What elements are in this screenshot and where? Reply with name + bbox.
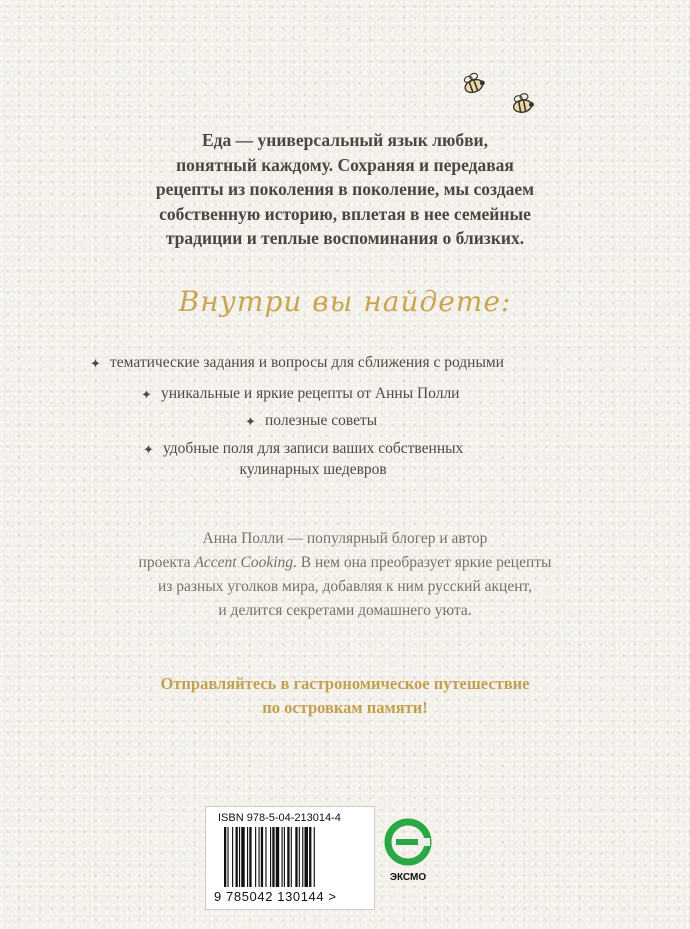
barcode-bar: [295, 827, 297, 887]
barcode-bar: [249, 827, 251, 887]
feature-item: [90, 352, 504, 373]
project-name: Accent Cooking: [194, 554, 294, 571]
feature-item: [141, 383, 460, 404]
barcode-bar: [241, 827, 244, 887]
intro-line: понятный каждому. Сохраняя и передавая: [176, 154, 514, 175]
star-bullet-icon: ✦: [245, 414, 256, 429]
bee-icon: [461, 71, 486, 95]
inside-heading: Внутри вы найдете:: [178, 285, 512, 318]
barcode-bar: [227, 827, 228, 887]
bees-decoration: [455, 70, 545, 130]
barcode-bar: [284, 827, 285, 887]
eksmo-logo: [382, 818, 434, 890]
barcode-bar: [282, 827, 283, 887]
barcode-bar: [272, 827, 274, 887]
feature-text-continued: кулинарных шедевров: [239, 461, 387, 478]
barcode-bar: [247, 827, 248, 887]
closing-tagline: [60, 672, 630, 720]
intro-line: собственную историю, вплетая в нее семейные: [159, 203, 531, 224]
barcode-bar: [261, 827, 263, 887]
author-paragraph: [60, 527, 630, 623]
barcode-bar: [305, 827, 308, 887]
barcode-bar: [232, 827, 233, 887]
closing-line: по островкам памяти!: [262, 698, 428, 717]
barcode-bar: [302, 827, 303, 887]
barcode-bar: [239, 827, 240, 887]
star-bullet-icon: ✦: [90, 356, 101, 371]
barcode-bar: [291, 827, 292, 887]
bee-icon: [512, 92, 535, 113]
feature-item: [245, 410, 378, 431]
author-line: из разных уголков мира, добавляя к ним русский акцент,: [157, 578, 533, 595]
intro-line: рецепты из поколения в поколение, мы создаем: [155, 179, 535, 199]
closing-line: Отправляйтесь в гастрономическое путешествие: [160, 674, 530, 693]
barcode-digits: 9 785042 130144 >: [214, 889, 337, 904]
feature-text: полезные советы: [265, 412, 378, 429]
barcode-bar: [224, 827, 226, 887]
intro-line: традиции и теплые воспоминания о близких.: [165, 228, 525, 248]
feature-item: [143, 438, 464, 480]
barcode-bar: [259, 827, 260, 887]
author-line: и делится секретами домашнего уюта.: [218, 602, 472, 619]
barcode-bar: [276, 827, 279, 887]
barcode-bar: [309, 827, 311, 887]
feature-text: удобные поля для записи ваших собственных: [163, 440, 464, 457]
intro-line: Еда — универсальный язык любви,: [201, 130, 489, 150]
barcode-bars: [224, 827, 364, 887]
barcode-bar: [236, 827, 238, 887]
barcode-bar: [287, 827, 289, 887]
intro-paragraph: [100, 128, 590, 251]
feature-text: уникальные и яркие рецепты от Анны Полли: [161, 385, 460, 402]
isbn-label: ISBN 978-5-04-213014-4: [218, 812, 341, 824]
author-line: проекта Accent Cooking. В нем она преобразует яркие рецепты: [138, 554, 552, 571]
feature-text: тематические задания и вопросы для сближения с родными: [110, 354, 504, 371]
publisher-name: ЭКСМО: [389, 872, 427, 883]
author-line: Анна Полли — популярный блогер и автор: [202, 530, 488, 547]
barcode-bar: [299, 827, 300, 887]
barcode-bar: [255, 827, 256, 887]
barcode-bar: [265, 827, 266, 887]
barcode-bar: [314, 827, 315, 887]
barcode: [205, 806, 375, 910]
star-bullet-icon: ✦: [143, 442, 154, 457]
star-bullet-icon: ✦: [141, 387, 152, 402]
barcode-bar: [270, 827, 271, 887]
